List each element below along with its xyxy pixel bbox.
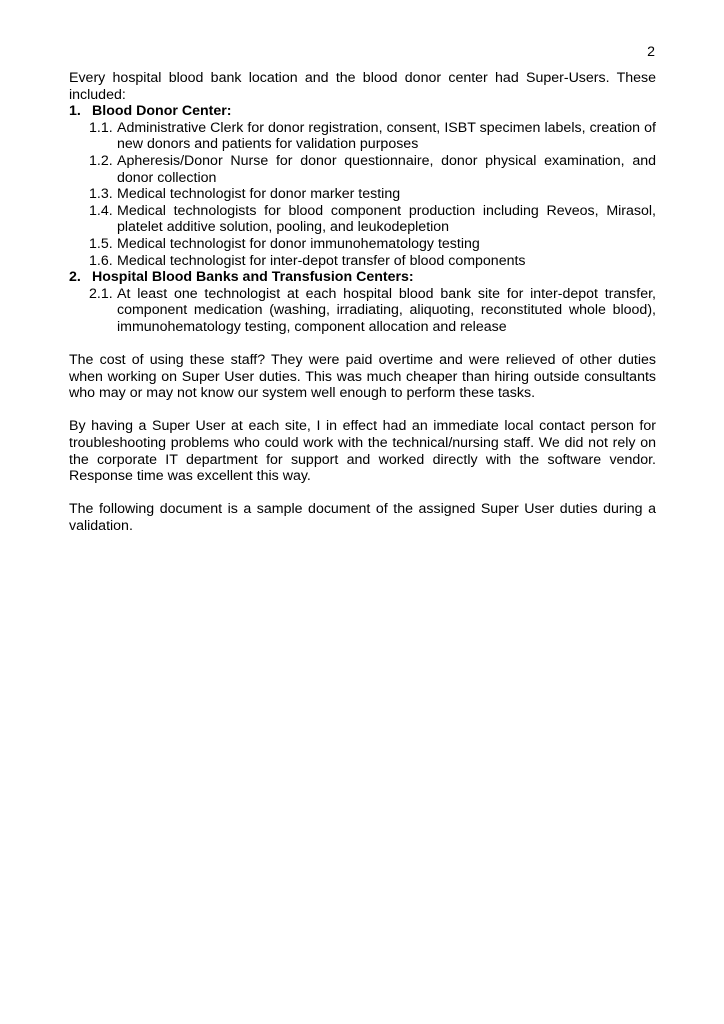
spacer (69, 402, 656, 419)
item-number: 1.1. (89, 119, 113, 136)
item-text: At least one technologist at each hospital blood bank site for inter-depot transfer, component medication (washing, irradiating, aliquoting, reconstituted whole blood), immunohematology testing, component allocation and release (117, 285, 656, 335)
item-number: 1.5. (89, 235, 113, 252)
item-number: 1.2. (89, 152, 113, 169)
item-text: Apheresis/Donor Nurse for donor questionnaire, donor physical examination, and donor collection (117, 152, 656, 186)
item-text: Medical technologist for inter-depot transfer of blood components (117, 252, 526, 269)
page-number: 2 (647, 44, 655, 60)
section-heading (69, 103, 656, 120)
spacer (69, 485, 656, 502)
super-user-paragraph: By having a Super User at each site, I in effect had an immediate local contact person for troubleshooting problems who could work with the technical/nursing staff. We did not rely on the corporate IT department for support and worked directly with the software vendor. Response time was excellent this way. (69, 418, 656, 485)
list-item (69, 120, 656, 153)
section-title: Hospital Blood Banks and Transfusion Centers: (92, 269, 414, 286)
section-number: 2. (69, 269, 81, 286)
list-item (69, 253, 656, 270)
section-title: Blood Donor Center: (92, 103, 232, 120)
item-text: Administrative Clerk for donor registration, consent, ISBT specimen labels, creation of new donors and patients for validation purposes (117, 119, 656, 153)
list-item (69, 203, 656, 236)
document-body (69, 70, 656, 535)
item-text: Medical technologists for blood component production including Reveos, Mirasol, platelet additive solution, pooling, and leukodepletion (117, 202, 656, 236)
list-item (69, 236, 656, 253)
section-hospital-blood-banks (69, 269, 656, 335)
section-number: 1. (69, 103, 81, 120)
item-number: 1.4. (89, 202, 113, 219)
item-number: 2.1. (89, 285, 113, 302)
item-text: Medical technologist for donor immunohematology testing (117, 235, 480, 252)
item-number: 1.6. (89, 252, 113, 269)
item-number: 1.3. (89, 186, 113, 203)
section-heading (69, 269, 656, 286)
spacer (69, 336, 656, 353)
cost-paragraph: The cost of using these staff? They were paid overtime and were relieved of other duties when working on Super User duties. This was much cheaper than hiring outside consultants who may or may not know our system well enough to perform these tasks. (69, 352, 656, 402)
intro-paragraph: Every hospital blood bank location and the blood donor center had Super-Users. These included: (69, 70, 656, 103)
item-text: Medical technologist for donor marker testing (117, 186, 401, 203)
section-blood-donor-center (69, 103, 656, 269)
list-item (69, 186, 656, 203)
list-item (69, 286, 656, 336)
closing-paragraph: The following document is a sample document of the assigned Super User duties during a validation. (69, 501, 656, 535)
list-item (69, 153, 656, 186)
